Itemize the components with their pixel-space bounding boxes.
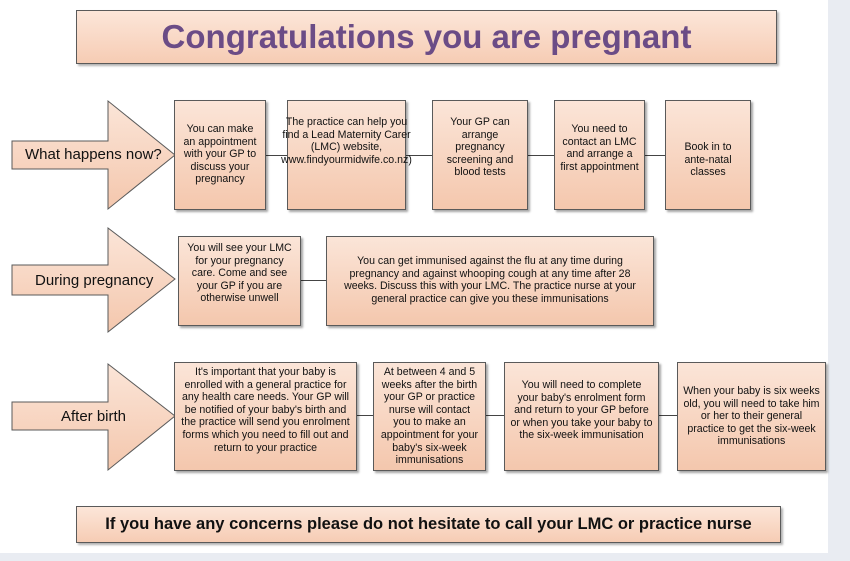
row-label-what-happens-now: What happens now? — [25, 146, 162, 163]
step-box: You will need to complete your baby's enrolment form and return to your GP before or when you take your baby to the six-week immunisation — [504, 362, 659, 471]
footer-notice: If you have any concerns please do not hesitate to call your LMC or practice nurse — [76, 506, 781, 543]
row-label-during-pregnancy: During pregnancy — [35, 272, 154, 289]
step-box: It's important that your baby is enrolled with a general practice for any health care needs. Your GP will be notified of your baby's birth and the practice will send you enrolment forms which you need to fill out and return to your practice — [174, 362, 357, 471]
step-box: You need to contact an LMC and arrange a first appointment — [554, 100, 645, 210]
step-box: The practice can help you find a Lead Maternity Carer (LMC) website, www.findyourmidwife.co.nz) — [287, 100, 406, 210]
step-box: Book in to ante-natal classes — [665, 100, 751, 210]
page-margin-right — [828, 0, 850, 561]
step-box: You can get immunised against the flu at any time during pregnancy and against whooping cough at any time after 28 weeks. Discuss this with your LMC. The practice nurse at your general practice can give you these immunisations — [326, 236, 654, 326]
row-connector-line — [300, 280, 328, 281]
page-margin-bottom — [0, 553, 850, 561]
step-box: You can make an appointment with your GP to discuss your pregnancy — [174, 100, 266, 210]
step-box: At between 4 and 5 weeks after the birth your GP or practice nurse will contact you to make an appointment for your baby's six-week immunisations — [373, 362, 486, 471]
row-label-after-birth: After birth — [61, 408, 127, 425]
step-box: You will see your LMC for your pregnancy care. Come and see your GP if you are otherwise unwell — [178, 236, 301, 326]
page-title: Congratulations you are pregnant — [76, 10, 777, 64]
step-box: Your GP can arrange pregnancy screening and blood tests — [432, 100, 528, 210]
step-box: When your baby is six weeks old, you will need to take him or her to their general practice to get the six-week immunisations — [677, 362, 826, 471]
